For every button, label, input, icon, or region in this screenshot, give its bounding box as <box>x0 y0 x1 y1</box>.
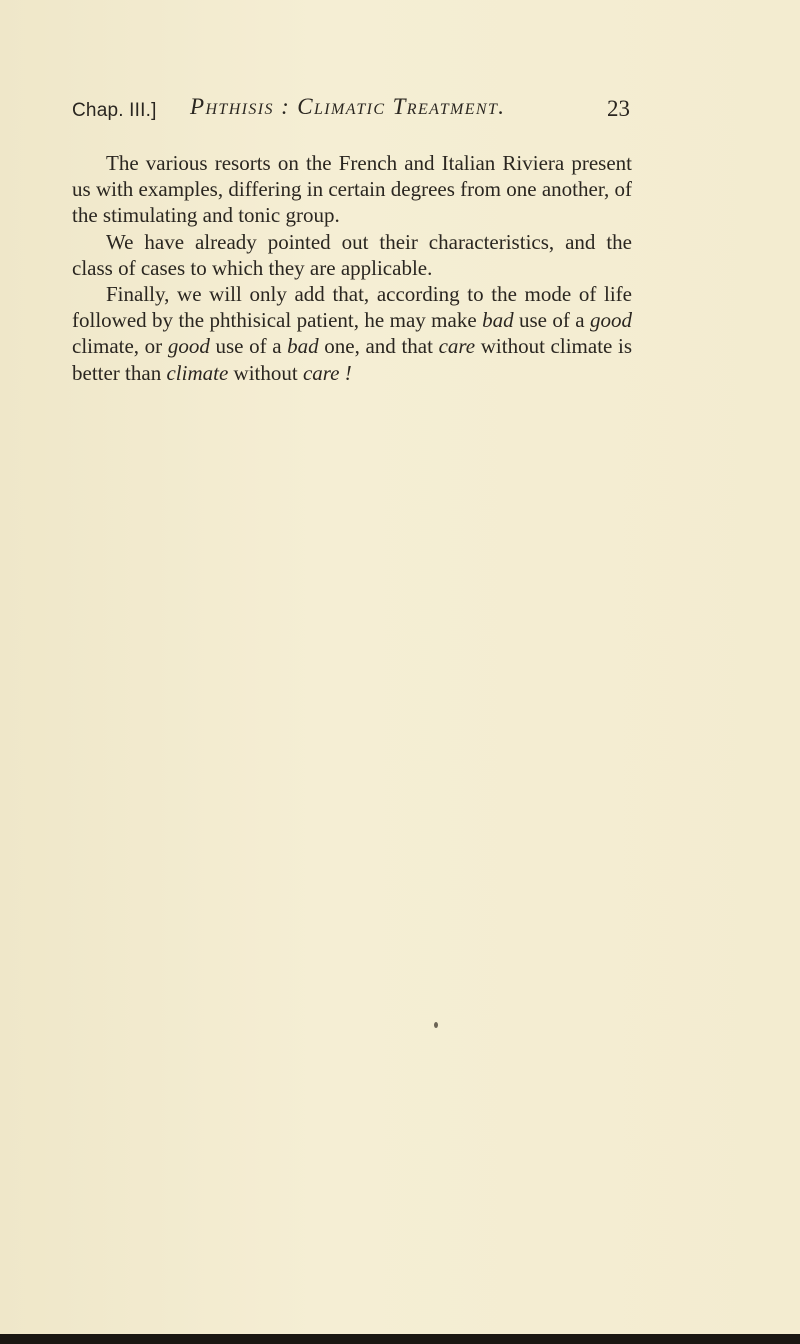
page-number: 23 <box>607 96 630 121</box>
paragraph-1: The various resorts on the French and Italian Riviera present us with examples, differing in certain degrees from one another, of the stimulating and tonic group. <box>72 151 632 228</box>
paragraph-3-segment: use of a <box>513 308 590 333</box>
ink-speck <box>434 1022 438 1028</box>
paragraph-3-italic: care ! <box>302 360 352 385</box>
paragraph-3-segment: one, and that <box>318 334 439 359</box>
paragraph-3-italic: care <box>438 334 476 359</box>
paragraph-3-segment: use of a <box>209 334 288 359</box>
paragraph-3-segment: climate, or <box>72 334 168 359</box>
paragraph-3-italic: climate <box>166 360 229 385</box>
paragraph-3 <box>72 281 632 386</box>
running-title: Phthisis : Climatic Treatment. <box>190 94 506 119</box>
body-text <box>72 150 632 386</box>
paragraph-3-italic: bad <box>287 334 319 359</box>
paragraph-2: We have already pointed out their characteristics, and the class of cases to which they are applicable. <box>72 229 632 280</box>
chapter-label: Chap. III.] <box>72 100 157 121</box>
page-bottom-edge <box>0 1334 800 1344</box>
paragraph-3-segment: Finally, we will only add that, according to the mode of life followed by the phthisical patient, he may make <box>72 282 632 333</box>
paragraph-3-italic: good <box>167 334 210 359</box>
paragraph-3-italic: good <box>590 308 632 333</box>
running-head <box>72 92 632 132</box>
paragraph-3-italic: bad <box>482 308 514 333</box>
paragraph-3-segment: without <box>228 360 303 385</box>
paragraph-3-segment: without climate is better than <box>72 334 632 385</box>
